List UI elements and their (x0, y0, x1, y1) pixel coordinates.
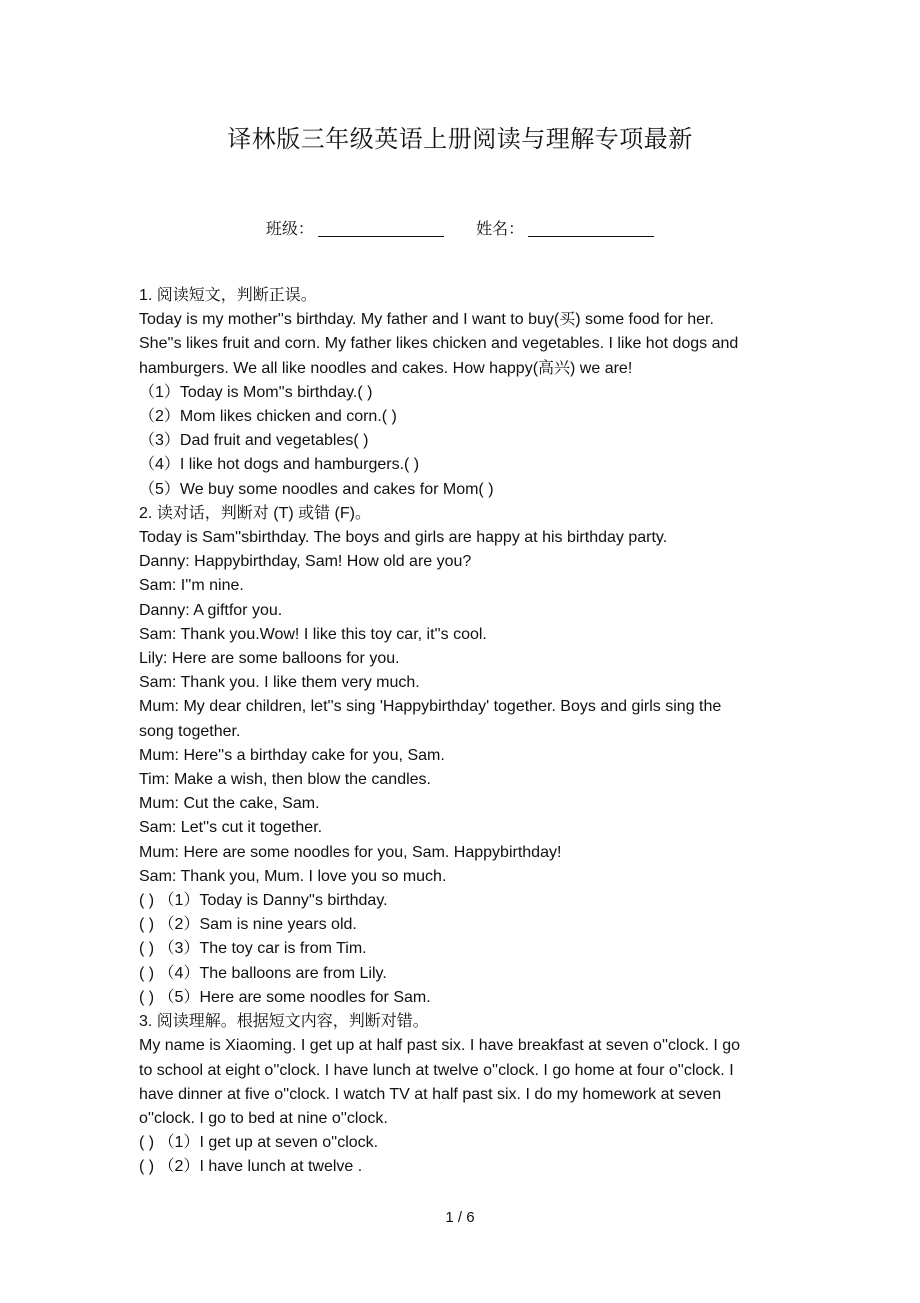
text-line: Sam: I''m nine. (139, 577, 244, 595)
text-line: ( ) （2）Sam is nine years old. (139, 916, 357, 934)
text-line: Mum: Here''s a birthday cake for you, Sam. (139, 746, 445, 764)
text-line: Danny: Happybirthday, Sam! How old are you? (139, 553, 472, 571)
text-line: to school at eight o''clock. I have lunch at twelve o''clock. I go home at four o''clock. I (139, 1061, 734, 1079)
text-line: Sam: Thank you, Mum. I love you so much. (139, 867, 447, 885)
text-line: （2）Mom likes chicken and corn.( ) (139, 408, 397, 426)
text-line: Mum: Cut the cake, Sam. (139, 795, 320, 813)
text-line: 2. 读对话，判断对 (T) 或错 (F)。 (139, 504, 371, 522)
text-line: Sam: Let''s cut it together. (139, 819, 323, 837)
text-line: Mum: Here are some noodles for you, Sam. Happybirthday! (139, 843, 562, 861)
text-line: Tim: Make a wish, then blow the candles. (139, 771, 431, 789)
text-line: （3）Dad fruit and vegetables( ) (139, 432, 369, 450)
text-line: Danny: A giftfor you. (139, 601, 283, 619)
document-body (139, 284, 799, 1180)
text-line: 3. 阅读理解。根据短文内容，判断对错。 (139, 1013, 429, 1031)
text-line: My name is Xiaoming. I get up at half past six. I have breakfast at seven o''clock. I go (139, 1037, 741, 1055)
text-line: Today is my mother''s birthday. My father and I want to buy(买) some food for her. (139, 311, 714, 329)
text-line: have dinner at five o''clock. I watch TV at half past six. I do my homework at seven (139, 1085, 722, 1103)
text-line: （5）We buy some noodles and cakes for Mom( ) (139, 480, 494, 498)
text-line: ( ) （3）The toy car is from Tim. (139, 940, 367, 958)
text-line: Lily: Here are some balloons for you. (139, 650, 400, 668)
text-line: Mum: My dear children, let''s sing 'Happybirthday' together. Boys and girls sing the (139, 698, 722, 716)
document-title: 译林版三年级英语上册阅读与理解专项最新 (227, 125, 693, 153)
text-line: ( ) （1）Today is Danny''s birthday. (139, 892, 388, 910)
text-line: （1）Today is Mom''s birthday.( ) (139, 383, 373, 401)
text-line: ( ) （1）I get up at seven o''clock. (139, 1134, 379, 1152)
text-line: 1. 阅读短文，判断正误。 (139, 287, 317, 304)
student-info-row (0, 216, 920, 239)
text-line: ( ) （2）I have lunch at twelve . (139, 1158, 363, 1176)
page-number: 1 / 6 (445, 1209, 475, 1226)
text-line: Sam: Thank you. I like them very much. (139, 674, 420, 692)
text-line: hamburgers. We all like noodles and cakes. How happy(高兴) we are! (139, 359, 633, 377)
text-line: ( ) （5）Here are some noodles for Sam. (139, 988, 431, 1006)
text-line: o''clock. I go to bed at nine o''clock. (139, 1109, 388, 1127)
name-blank[interactable] (528, 220, 654, 237)
text-line: （4）I like hot dogs and hamburgers.( ) (139, 456, 420, 474)
text-line: ( ) （4）The balloons are from Lily. (139, 964, 387, 982)
text-line: song together. (139, 722, 241, 740)
class-label: 班级： (265, 219, 314, 238)
text-line: Sam: Thank you.Wow! I like this toy car, it''s cool. (139, 625, 487, 643)
text-line: She''s likes fruit and corn. My father likes chicken and vegetables. I like hot dogs and (139, 335, 739, 353)
class-blank[interactable] (318, 220, 444, 237)
name-label: 姓名： (476, 219, 525, 238)
text-line: Today is Sam''sbirthday. The boys and girls are happy at his birthday party. (139, 529, 668, 547)
